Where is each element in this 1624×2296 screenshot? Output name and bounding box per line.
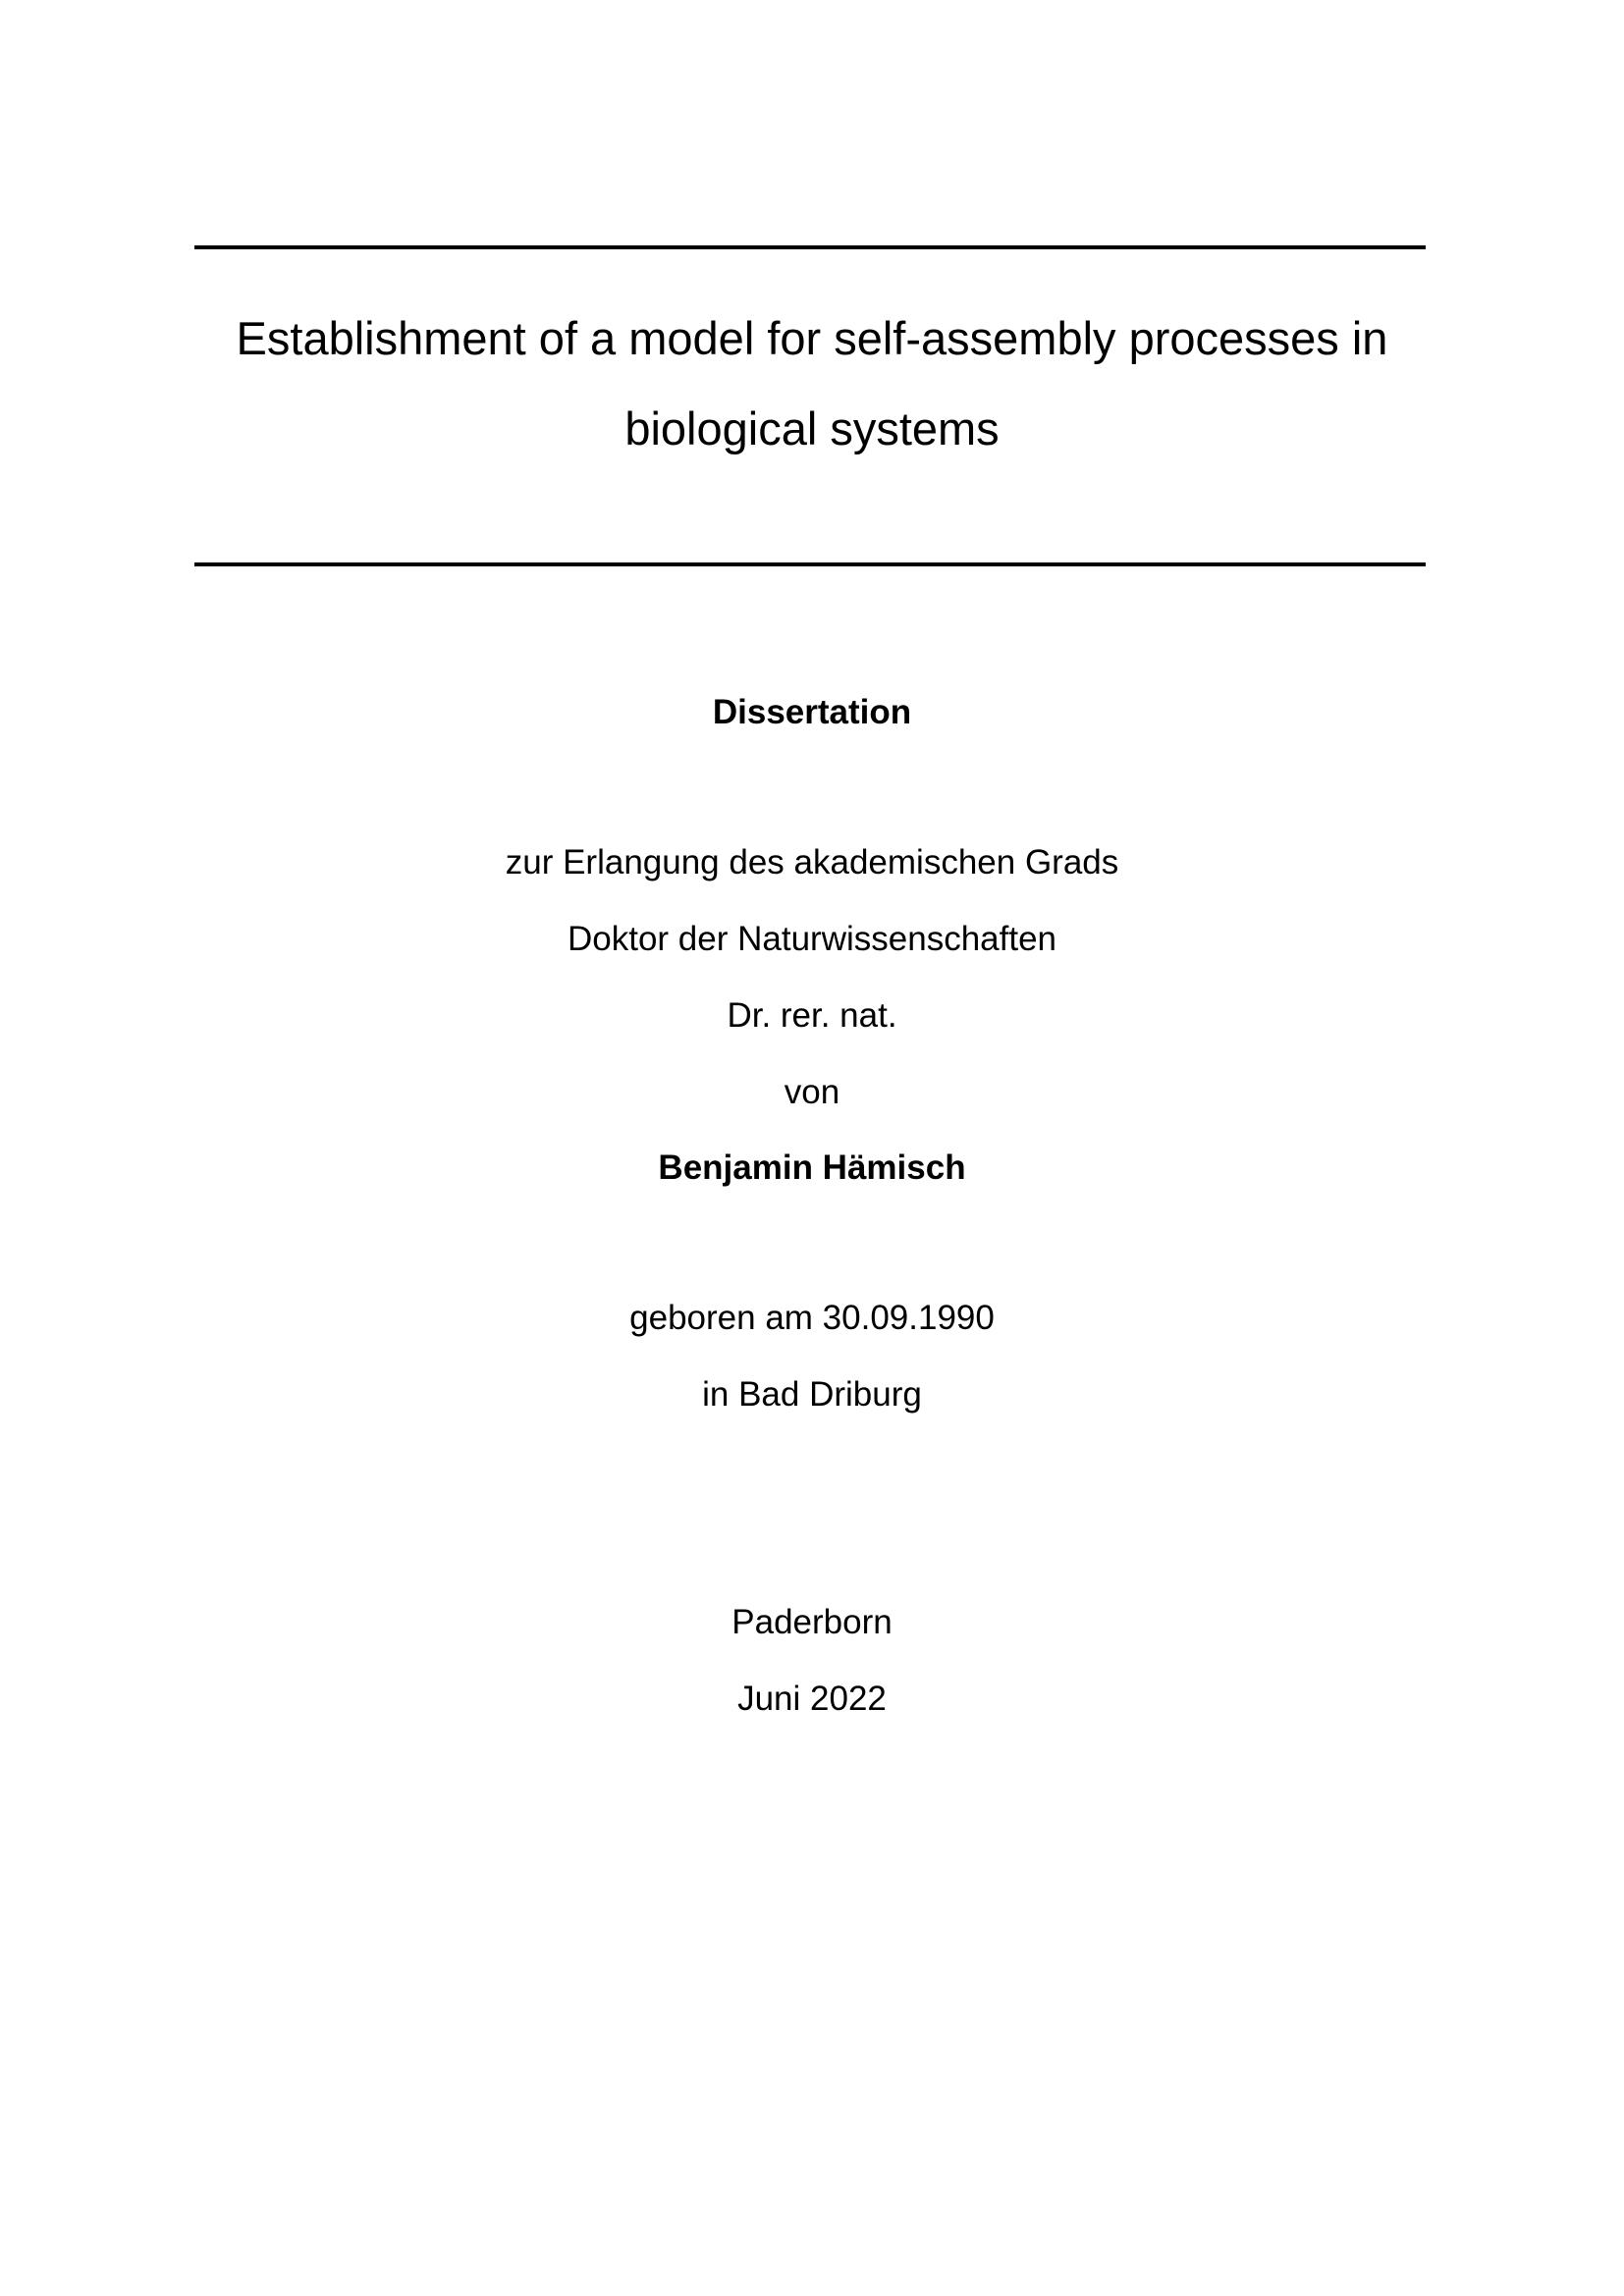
submission-city: Paderborn [731,1603,893,1641]
document-type: Dissertation [712,693,912,731]
top-rule [194,245,1426,249]
title-line-2: biological systems [624,402,1000,454]
degree-purpose: zur Erlangung des akademischen Grads [505,843,1119,881]
by-label: von [784,1073,840,1111]
title-line-1: Establishment of a model for self-assembly processes in [236,312,1388,364]
birth-date: geboren am 30.09.1990 [629,1299,995,1337]
degree-abbreviation: Dr. rer. nat. [727,996,897,1035]
bottom-rule [194,562,1426,566]
author-name: Benjamin Hämisch [658,1148,966,1187]
submission-date: Juni 2022 [737,1680,887,1718]
degree-name: Doktor der Naturwissenschaften [568,920,1056,958]
birth-place: in Bad Driburg [702,1375,922,1414]
